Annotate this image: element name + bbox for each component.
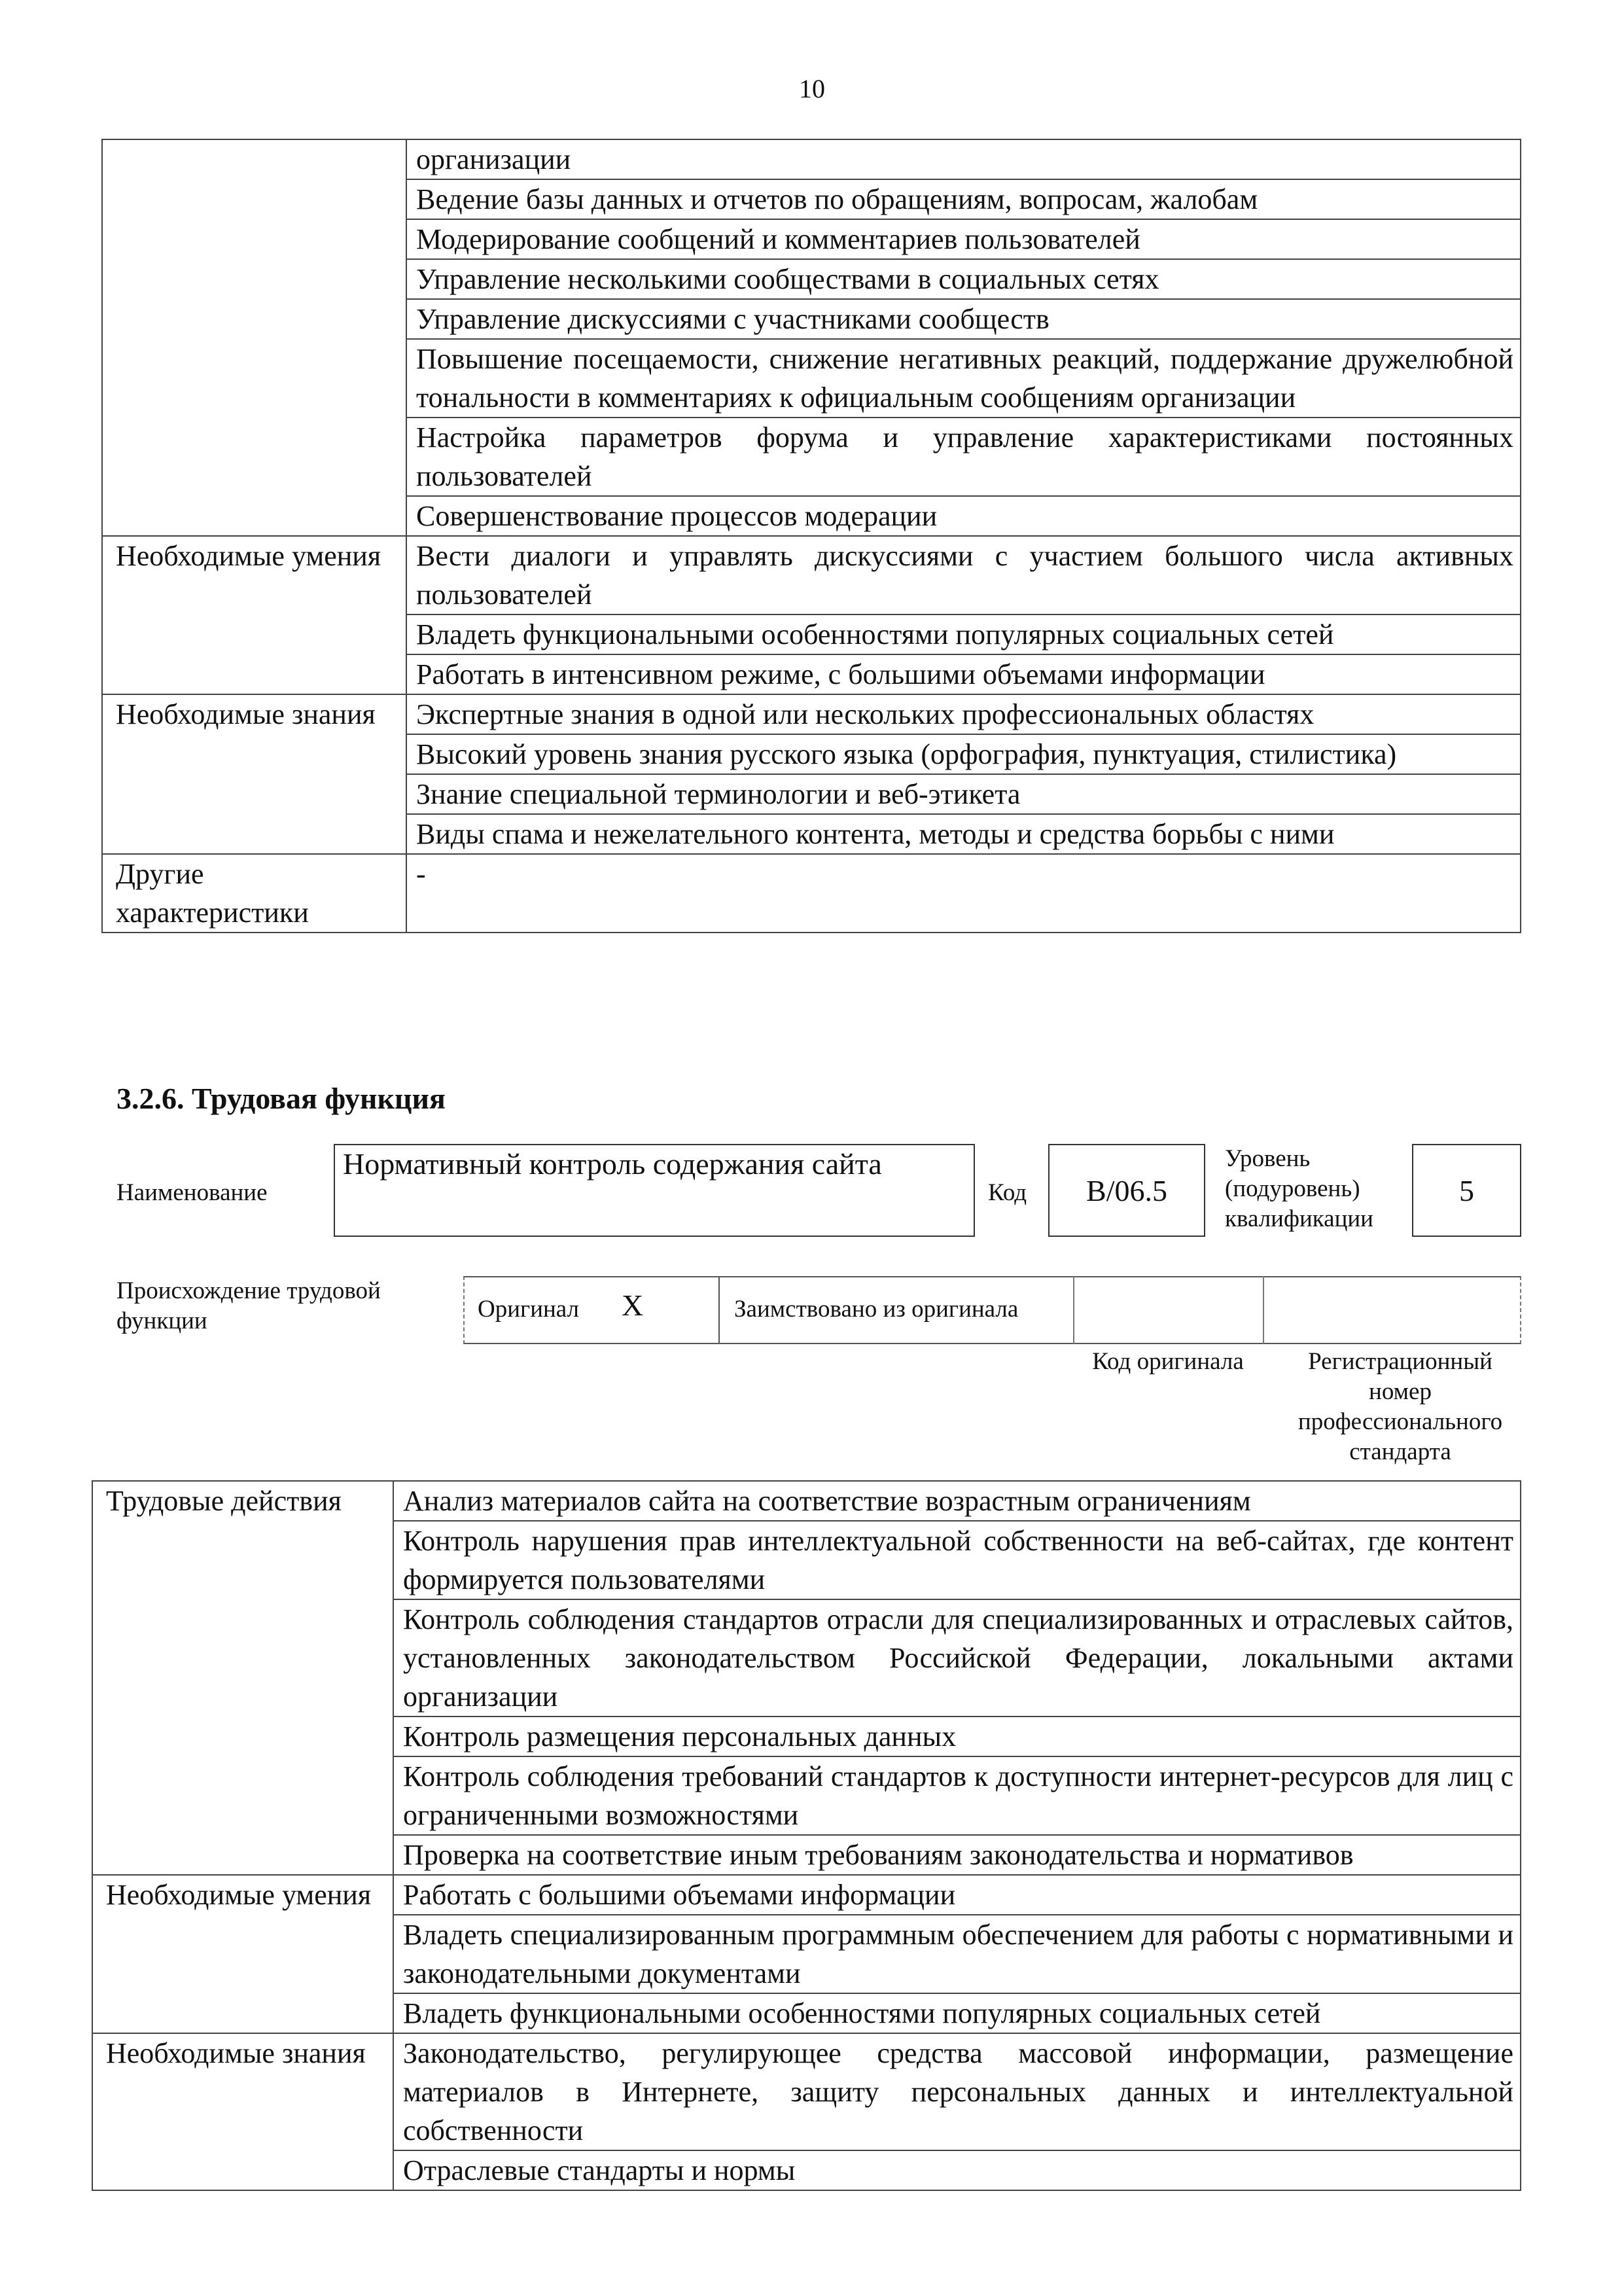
table-cell: Анализ материалов сайта на соответствие возрастным ограничениям bbox=[393, 1481, 1521, 1521]
table-row bbox=[92, 1875, 1521, 1915]
function-name: Нормативный контроль содержания сайта bbox=[343, 1147, 882, 1181]
borrowed-label: Заимствовано из оригинала bbox=[734, 1296, 1019, 1323]
page-number: 10 bbox=[799, 74, 825, 103]
table-cell: Экспертные знания в одной или нескольких профессиональных областях bbox=[406, 694, 1521, 734]
level-label: Уровень (подуровень) квалификации bbox=[1225, 1145, 1373, 1232]
section-title: 3.2.6. Трудовая функция bbox=[116, 1082, 446, 1115]
origin-divider bbox=[1263, 1276, 1264, 1344]
code-box bbox=[1048, 1144, 1205, 1237]
code-label: Код bbox=[988, 1179, 1027, 1206]
row-label-other: Другие характеристики bbox=[102, 854, 406, 933]
table-cell: Знание специальной терминологии и веб-этикета bbox=[406, 774, 1521, 814]
table-cell: Ведение базы данных и отчетов по обращениям, вопросам, жалобам bbox=[406, 179, 1521, 219]
table-cell: Управление дискуссиями с участниками сообществ bbox=[406, 299, 1521, 339]
table-cell: Контроль соблюдения стандартов отрасли для специализированных и отраслевых сайтов, установленных законодательством Российской Федерации, локальными актами организации bbox=[393, 1599, 1521, 1717]
table-cell: Владеть специализированным программным обеспечением для работы с нормативными и законодательными документами bbox=[393, 1915, 1521, 1993]
table-cell: Виды спама и нежелательного контента, методы и средства борьбы с ними bbox=[406, 814, 1521, 854]
table-cell: Настройка параметров форума и управление характеристиками постоянных пользователей bbox=[406, 418, 1521, 496]
table-row bbox=[102, 854, 1521, 933]
table-cell: Отраслевые стандарты и нормы bbox=[393, 2150, 1521, 2190]
table-cell: Работать с большими объемами информации bbox=[393, 1875, 1521, 1915]
row-label-actions: Трудовые действия bbox=[92, 1481, 393, 1875]
table-cell: Повышение посещаемости, снижение негативных реакций, поддержание дружелюбной тональности в комментариях к официальным сообщениям организации bbox=[406, 339, 1521, 418]
level-box bbox=[1412, 1144, 1521, 1237]
table-cell: Совершенствование процессов модерации bbox=[406, 496, 1521, 536]
table-row bbox=[102, 694, 1521, 734]
row-label bbox=[102, 139, 406, 536]
row-label-skills: Необходимые умения bbox=[92, 1875, 393, 2033]
table-cell: Управление несколькими сообществами в социальных сетях bbox=[406, 259, 1521, 299]
table-cell: Контроль соблюдения требований стандартов к доступности интернет-ресурсов для лиц с ограниченными возможностями bbox=[393, 1756, 1521, 1835]
table-cell: организации bbox=[406, 139, 1521, 179]
table-cell: Контроль нарушения прав интеллектуальной собственности на веб-сайтах, где контент формируется пользователями bbox=[393, 1521, 1521, 1599]
row-label-knowledge: Необходимые знания bbox=[102, 694, 406, 854]
table-row bbox=[102, 139, 1521, 179]
table-cell: Проверка на соответствие иным требованиям законодательства и нормативов bbox=[393, 1835, 1521, 1875]
name-label: Наименование bbox=[116, 1179, 268, 1206]
table-cell: Владеть функциональными особенностями популярных социальных сетей bbox=[393, 1993, 1521, 2033]
row-label-skills: Необходимые умения bbox=[102, 536, 406, 694]
function-table bbox=[92, 1480, 1521, 2191]
function-name-box bbox=[334, 1144, 975, 1237]
row-label-knowledge: Необходимые знания bbox=[92, 2033, 393, 2190]
table-cell: Высокий уровень знания русского языка (орфография, пунктуация, стилистика) bbox=[406, 734, 1521, 774]
level-value: 5 bbox=[1459, 1174, 1474, 1207]
table-cell: - bbox=[406, 854, 1521, 933]
original-mark: X bbox=[622, 1289, 644, 1322]
reg-number-caption: Регистрационный номер профессионального стандарта bbox=[1297, 1348, 1503, 1465]
code-value: B/06.5 bbox=[1086, 1174, 1167, 1207]
origin-divider bbox=[1073, 1276, 1074, 1344]
table-cell: Владеть функциональными особенностями популярных социальных сетей bbox=[406, 614, 1521, 654]
table-row bbox=[92, 1481, 1521, 1521]
original-label: Оригинал bbox=[478, 1296, 580, 1323]
table-continued bbox=[101, 139, 1521, 933]
origin-label: Происхождение трудовой функции bbox=[116, 1277, 381, 1334]
code-original-caption: Код оригинала bbox=[1092, 1348, 1244, 1375]
table-cell: Законодательство, регулирующее средства массовой информации, размещение материалов в Интернете, защиту персональных данных и интеллектуальной собственности bbox=[393, 2033, 1521, 2150]
table-row bbox=[102, 536, 1521, 614]
table-row bbox=[92, 2033, 1521, 2150]
table-cell: Вести диалоги и управлять дискуссиями с участием большого числа активных пользователей bbox=[406, 536, 1521, 614]
table-cell: Контроль размещения персональных данных bbox=[393, 1717, 1521, 1756]
table-cell: Работать в интенсивном режиме, с большими объемами информации bbox=[406, 654, 1521, 694]
origin-divider bbox=[718, 1276, 720, 1344]
table-cell: Модерирование сообщений и комментариев пользователей bbox=[406, 219, 1521, 259]
